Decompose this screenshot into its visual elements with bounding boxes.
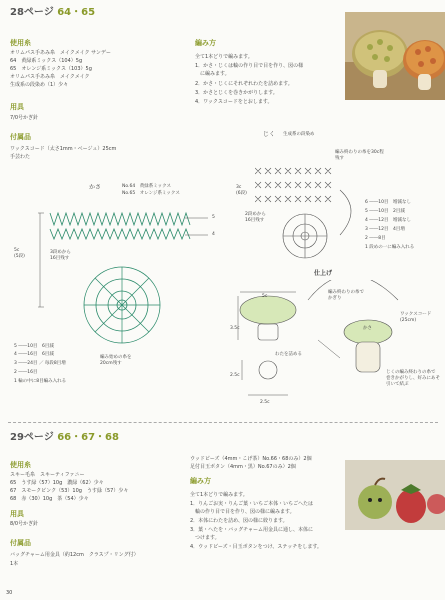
finish-kasa: かさ — [363, 326, 372, 331]
method-line: 1．かさ・じくは輪の作り目で目を作り、図の様 — [195, 63, 304, 69]
jiku-height: 3c (6段) — [236, 185, 247, 196]
method-line: 2．本体にわたを詰め、図の様に絞ります。 — [190, 518, 288, 524]
bead-line: ウッドビーズ（4mm・こげ茶）No.66・68のみ）2個 — [190, 456, 312, 462]
kasa-no64: No.64 黄緑系ミックス — [122, 184, 172, 189]
jiku-yarn: 生成系の段染め — [283, 132, 315, 137]
section-title-bottom — [10, 434, 119, 441]
method-line: 2．かさ・じくにそれぞれわたを詰めます。 — [195, 81, 293, 87]
bead-line: 足付目玉ボタン（4mm・黒）No.67のみ）2個 — [190, 464, 296, 470]
jiku-crochet-chart — [255, 160, 385, 270]
finish-label: 仕上げ — [314, 270, 333, 277]
material-line: 64 黄緑系ミックス（104）5g — [10, 58, 83, 64]
material-line: 67 スモークピンク（53）10g うす緑（57）少々 — [10, 488, 129, 494]
method-line: 全て1本どりで編みます。 — [195, 54, 253, 60]
jiku-end-note: 編み終わりの糸を30c程 残す — [335, 150, 384, 161]
kasa-count: 4 ――16目 6目減 — [14, 352, 54, 357]
accessory-line: バッグチャーム用金具（約12cm クラスプ・リング付） — [10, 552, 139, 558]
fruit-photo — [345, 460, 445, 530]
finish-stitch-note: じくの編み終わりの糸で 巻きかがりし、好みにあそ 引いて結ぶ — [386, 370, 440, 387]
kasa-count: 2 ――16目 — [14, 370, 38, 375]
title-prefix: 29ページ — [10, 432, 54, 443]
kasa-count: 3 ――24目 ／ 毎段8目増 — [14, 361, 66, 366]
kasa-cotton-note: 編み始めの糸を 20cm残す — [100, 355, 132, 366]
material-line: オリムパス手あみ糸 メイクメイク — [10, 74, 90, 80]
kasa-row-mark: 4 — [212, 232, 215, 237]
kasa-height: 5c (5段) — [14, 248, 25, 259]
jiku-count: 6 ――10目 増減なし — [365, 200, 412, 205]
accessory-line: ワックスコード（太さ1mm・ベージュ）25cm — [10, 146, 117, 152]
material-line: 68 赤（30）10g 茶（54）少々 — [10, 496, 89, 502]
accessories-heading-top: 付属品 — [10, 133, 31, 141]
method-heading-bottom: 編み方 — [190, 477, 211, 485]
jiku-count: 5 ――10目 2目減 — [365, 209, 405, 214]
kasa-count: 1 輪の中に8目編み入れる — [14, 379, 67, 384]
title-prefix: 28ページ — [10, 7, 54, 18]
jiku-label: じく — [263, 131, 276, 138]
section-divider — [8, 422, 438, 423]
kasa-rows-note: 3段めから 16目残す — [50, 250, 71, 261]
tools-line: 8/0号かぎ針 — [10, 521, 39, 527]
method-line: 1．りんごお実・りんご葉・いちご本体・いちごへたは — [190, 501, 313, 507]
accessory-line: 手芸わた — [10, 154, 31, 160]
material-line: 65 オレンジ系ミックス（103）5g — [10, 66, 92, 72]
method-line: 4．ワックスコードをとおします。 — [195, 99, 273, 105]
finish-cotton: わたを詰める — [275, 352, 302, 357]
jiku-count: 3 ――12目 4目増 — [365, 227, 405, 232]
tools-line: 7/0号かぎ針 — [10, 115, 39, 121]
kasa-count: 5 ――10目 6目減 — [14, 344, 54, 349]
materials-heading-top: 使用糸 — [10, 39, 31, 47]
section-title-top — [10, 9, 95, 16]
method-heading-top: 編み方 — [195, 39, 216, 47]
finish-dim: 2.5c — [230, 373, 240, 378]
page-number: 30 — [6, 590, 13, 596]
method-line: 3．葉・へたを・バッグチャーム用金具に通し、本体に — [190, 527, 314, 533]
method-line: 4．ウッドビーズ・目玉ボタンをつけ、ステッチをします。 — [190, 544, 322, 550]
material-line: 65 うす緑（57）10g 濃緑（62）少々 — [10, 480, 104, 486]
kasa-label: かさ — [89, 184, 102, 191]
method-line: に編みます。 — [195, 71, 230, 77]
jiku-rows-note: 2段めから 16目残す — [245, 212, 266, 223]
tools-heading-bottom: 用具 — [10, 510, 24, 518]
finish-dim: 2.5c — [260, 400, 270, 405]
accessory-line: 1本 — [10, 561, 19, 567]
jiku-count: 2 ――8目 — [365, 236, 386, 241]
title-numbers: 64・65 — [57, 7, 96, 18]
method-line: つけます。 — [190, 535, 220, 541]
kasa-row-mark: 5 — [212, 215, 215, 220]
method-line: 輪の作り目で目を作り、図の様に編みます。 — [190, 509, 295, 515]
method-line: 全て1本どりで編みます。 — [190, 492, 248, 498]
finish-dim: 5c — [262, 294, 268, 299]
finish-wax: ワックスコード (25cm) — [400, 312, 432, 323]
tools-heading-top: 用具 — [10, 103, 24, 111]
method-line: 3．かさとじくを巻きかがりします。 — [195, 90, 278, 96]
materials-heading-bottom: 使用糸 — [10, 461, 31, 469]
material-line: 生成系の段染め（1）少々 — [10, 82, 69, 88]
finish-dim: 3.5c — [230, 326, 240, 331]
material-line: スキー毛糸 スキーティファニー — [10, 472, 85, 478]
kasa-no65: No.65 オレンジ系ミックス — [122, 191, 180, 196]
finish-cord-note: 編み終わりの糸で かぎり — [328, 290, 364, 301]
accessories-heading-bottom: 付属品 — [10, 539, 31, 547]
mushroom-photo — [345, 12, 445, 100]
jiku-count: 1 段めの一に編み入れる — [365, 245, 415, 250]
material-line: オリムパス手あみ糸 メイクメイク サンデー — [10, 50, 111, 56]
title-numbers: 66・67・68 — [57, 432, 119, 443]
jiku-count: 4 ――12目 増減なし — [365, 218, 412, 223]
